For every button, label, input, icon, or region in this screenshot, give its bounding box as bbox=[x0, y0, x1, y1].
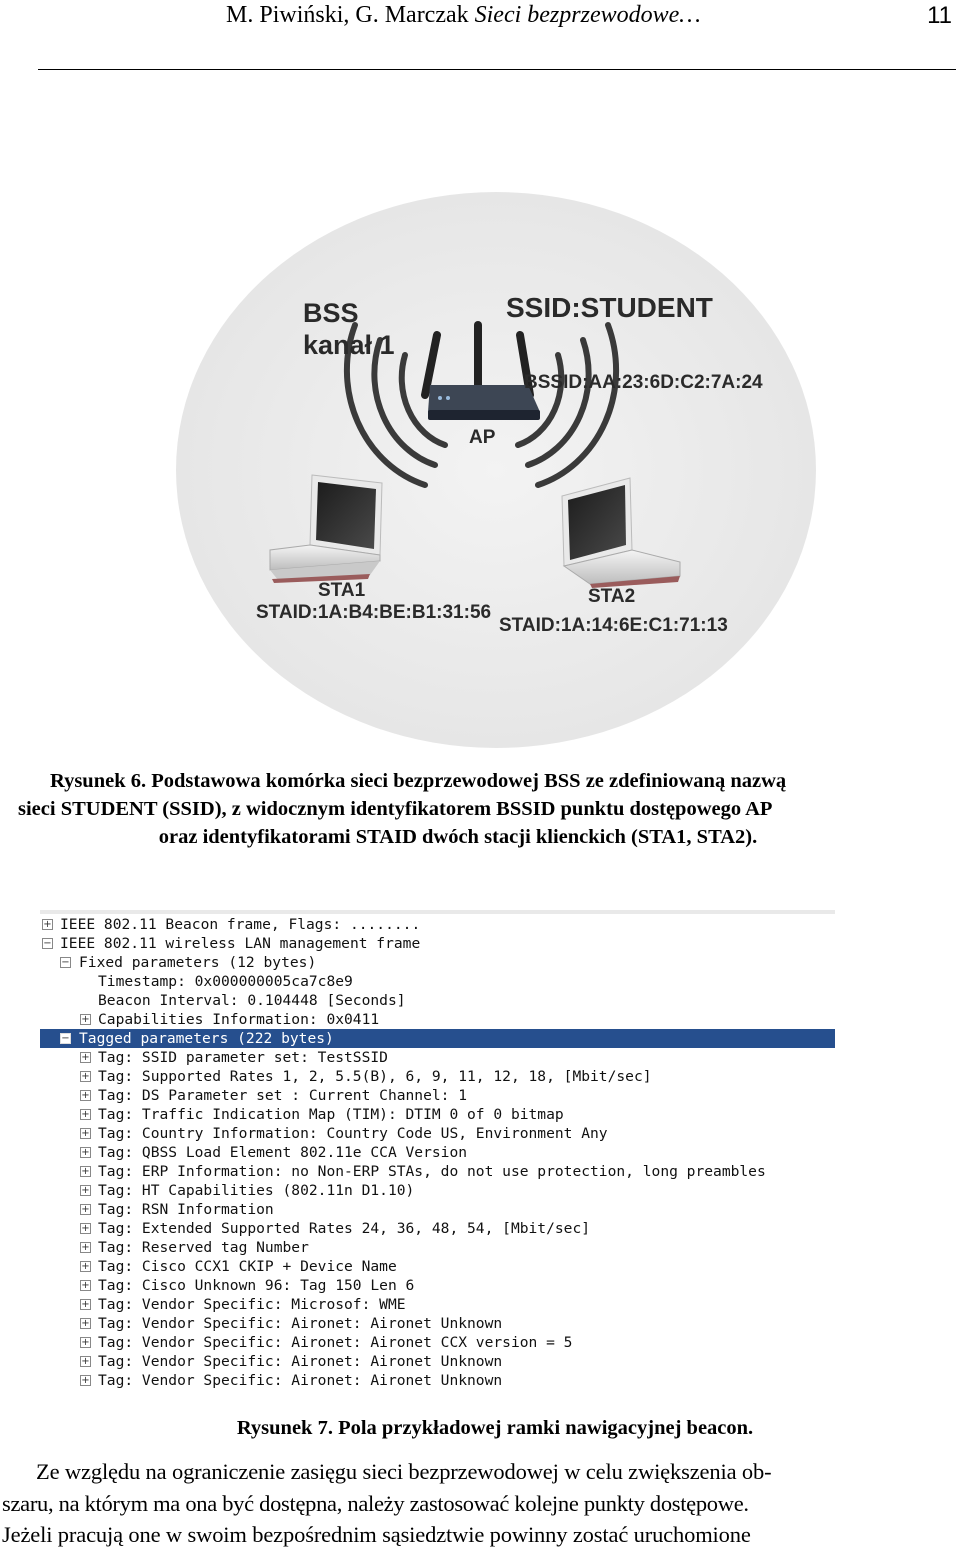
ap-label: AP bbox=[469, 427, 496, 448]
bssid-label: BSSID:AA:23:6D:C2:7A:24 bbox=[524, 372, 763, 393]
tree-row-label: Tag: HT Capabilities (802.11n D1.10) bbox=[98, 1182, 415, 1199]
paragraph-line: Ze względu na ograniczenie zasięgu sieci bezprzewodowej w celu zwiększenia ob- bbox=[36, 1459, 772, 1484]
tree-row[interactable] bbox=[40, 991, 835, 1010]
collapse-icon[interactable]: − bbox=[43, 938, 52, 949]
book-title: Sieci bezprzewodowe… bbox=[474, 2, 701, 28]
figure7-caption bbox=[0, 1414, 960, 1442]
expand-icon[interactable]: + bbox=[81, 1071, 90, 1082]
collapse-icon[interactable]: − bbox=[61, 1033, 70, 1044]
caption-line: Rysunek 6. Podstawowa komórka sieci bezprzewodowej BSS ze zdefiniowaną nazwą bbox=[50, 770, 787, 792]
tree-row-label: Beacon Interval: 0.104448 [Seconds] bbox=[98, 992, 406, 1009]
expand-icon[interactable]: + bbox=[81, 1375, 90, 1386]
sta1-label: STA1 bbox=[318, 580, 366, 601]
bss-diagram bbox=[0, 190, 960, 750]
tree-row-selected[interactable] bbox=[40, 1029, 835, 1048]
expand-icon[interactable]: + bbox=[81, 1147, 90, 1158]
tree-row[interactable] bbox=[40, 1371, 835, 1390]
tree-row[interactable] bbox=[40, 934, 835, 953]
packet-details-tree bbox=[40, 910, 835, 1388]
tree-row[interactable] bbox=[40, 1105, 835, 1124]
expand-icon[interactable]: + bbox=[81, 1185, 90, 1196]
expand-icon[interactable]: + bbox=[81, 1052, 90, 1063]
tree-row-label: Tag: Vendor Specific: Aironet: Aironet CCX version = 5 bbox=[98, 1334, 573, 1351]
ssid-label: SSID:STUDENT bbox=[506, 292, 713, 323]
caption-line: Rysunek 7. Pola przykładowej ramki nawigacyjnej beacon. bbox=[236, 1417, 754, 1439]
body-paragraph bbox=[0, 1456, 960, 1551]
tree-row-label: Tag: Vendor Specific: Aironet: Aironet Unknown bbox=[98, 1353, 503, 1370]
expand-icon[interactable]: + bbox=[81, 1166, 90, 1177]
tree-row-label: Tagged parameters (222 bytes) bbox=[79, 1030, 334, 1047]
expand-icon[interactable]: + bbox=[81, 1299, 90, 1310]
expand-icon[interactable]: + bbox=[81, 1242, 90, 1253]
tree-row-label: Tag: Supported Rates 1, 2, 5.5(B), 6, 9, 11, 12, 18, [Mbit/sec] bbox=[98, 1068, 652, 1085]
expand-icon[interactable]: + bbox=[81, 1204, 90, 1215]
expand-icon[interactable]: + bbox=[81, 1109, 90, 1120]
tree-row-label: Tag: ERP Information: no Non-ERP STAs, do not use protection, long preambles bbox=[98, 1163, 766, 1180]
tree-row-label: Tag: Cisco CCX1 CKIP + Device Name bbox=[98, 1258, 397, 1275]
expand-icon[interactable]: + bbox=[81, 1128, 90, 1139]
tree-row[interactable] bbox=[40, 972, 835, 991]
expand-icon[interactable]: + bbox=[81, 1356, 90, 1367]
tree-row-label: Tag: Extended Supported Rates 24, 36, 48, 54, [Mbit/sec] bbox=[98, 1220, 591, 1237]
tree-row-label: Tag: Vendor Specific: Aironet: Aironet Unknown bbox=[98, 1372, 503, 1389]
caption-line: oraz identyfikatorami STAID dwóch stacji klienckich (STA1, STA2). bbox=[158, 826, 758, 848]
tree-row[interactable] bbox=[40, 1067, 835, 1086]
collapse-icon[interactable]: − bbox=[61, 957, 70, 968]
expand-icon[interactable]: + bbox=[43, 919, 52, 930]
tree-row[interactable] bbox=[40, 915, 835, 934]
tree-row[interactable] bbox=[40, 1048, 835, 1067]
tree-row[interactable] bbox=[40, 1143, 835, 1162]
tree-row-label: Timestamp: 0x000000005ca7c8e9 bbox=[98, 973, 353, 990]
tree-row[interactable] bbox=[40, 1219, 835, 1238]
tree-row[interactable] bbox=[40, 1124, 835, 1143]
tree-row[interactable] bbox=[40, 1276, 835, 1295]
tree-row[interactable] bbox=[40, 1200, 835, 1219]
tree-row-label: IEEE 802.11 wireless LAN management frame bbox=[60, 935, 421, 952]
tree-row-label: Tag: RSN Information bbox=[98, 1201, 274, 1218]
tree-row[interactable] bbox=[40, 953, 835, 972]
figure6-caption bbox=[18, 767, 958, 851]
tree-row-label: Tag: Country Information: Country Code US, Environment Any bbox=[98, 1125, 608, 1142]
tree-row-label: Tag: Reserved tag Number bbox=[98, 1239, 309, 1256]
authors: M. Piwiński, G. Marczak bbox=[226, 2, 469, 28]
tree-row-label: Capabilities Information: 0x0411 bbox=[98, 1011, 380, 1028]
tree-row[interactable] bbox=[40, 1314, 835, 1333]
page-number: 11 bbox=[927, 2, 952, 29]
paragraph-line: Jeżeli pracują one w swoim bezpośrednim sąsiedztwie powinny zostać uruchomione bbox=[2, 1522, 751, 1547]
tree-row-label: Tag: Vendor Specific: Aironet: Aironet Unknown bbox=[98, 1315, 503, 1332]
tree-row-label: Tag: Vendor Specific: Microsof: WME bbox=[98, 1296, 406, 1313]
tree-row[interactable] bbox=[40, 1333, 835, 1352]
expand-icon[interactable]: + bbox=[81, 1261, 90, 1272]
tree-row[interactable] bbox=[40, 1238, 835, 1257]
expand-icon[interactable]: + bbox=[81, 1090, 90, 1101]
tree-top-border bbox=[40, 910, 835, 914]
tree-row[interactable] bbox=[40, 1086, 835, 1105]
bss-circle bbox=[176, 192, 816, 748]
sta2-label: STA2 bbox=[588, 586, 636, 607]
expand-icon[interactable]: + bbox=[81, 1223, 90, 1234]
tree-row[interactable] bbox=[40, 1181, 835, 1200]
expand-icon[interactable]: + bbox=[81, 1337, 90, 1348]
tree-row[interactable] bbox=[40, 1295, 835, 1314]
tree-row[interactable] bbox=[40, 1352, 835, 1371]
tree-row[interactable] bbox=[40, 1257, 835, 1276]
tree-row-label: Tag: Cisco Unknown 96: Tag 150 Len 6 bbox=[98, 1277, 415, 1294]
expand-icon[interactable]: + bbox=[81, 1014, 90, 1025]
tree-row[interactable] bbox=[40, 1010, 835, 1029]
channel-label: kanał 1 bbox=[303, 330, 395, 360]
bss-label: BSS bbox=[303, 298, 359, 328]
caption-line: sieci STUDENT (SSID), z widocznym identyfikatorem BSSID punktu dostępowego AP bbox=[18, 798, 773, 820]
tree-row-label: Tag: DS Parameter set : Current Channel: 1 bbox=[98, 1087, 468, 1104]
tree-row-label: Tag: Traffic Indication Map (TIM): DTIM 0 of 0 bitmap bbox=[98, 1106, 564, 1123]
sta2-id-label: STAID:1A:14:6E:C1:71:13 bbox=[499, 615, 728, 636]
running-head bbox=[226, 2, 701, 29]
tree-row[interactable] bbox=[40, 1162, 835, 1181]
page-header bbox=[0, 0, 960, 40]
tree-row-label: Tag: SSID parameter set: TestSSID bbox=[98, 1049, 388, 1066]
expand-icon[interactable]: + bbox=[81, 1280, 90, 1291]
tree-row-label: IEEE 802.11 Beacon frame, Flags: ........ bbox=[60, 916, 421, 933]
tree-row-label: Fixed parameters (12 bytes) bbox=[79, 954, 317, 971]
tree-row-label: Tag: QBSS Load Element 802.11e CCA Version bbox=[98, 1144, 468, 1161]
header-rule bbox=[38, 69, 956, 70]
paragraph-line: szaru, na którym ma ona być dostępna, należy zastosować kolejne punkty dostępowe. bbox=[2, 1490, 749, 1516]
sta1-id-label: STAID:1A:B4:BE:B1:31:56 bbox=[256, 602, 492, 623]
expand-icon[interactable]: + bbox=[81, 1318, 90, 1329]
